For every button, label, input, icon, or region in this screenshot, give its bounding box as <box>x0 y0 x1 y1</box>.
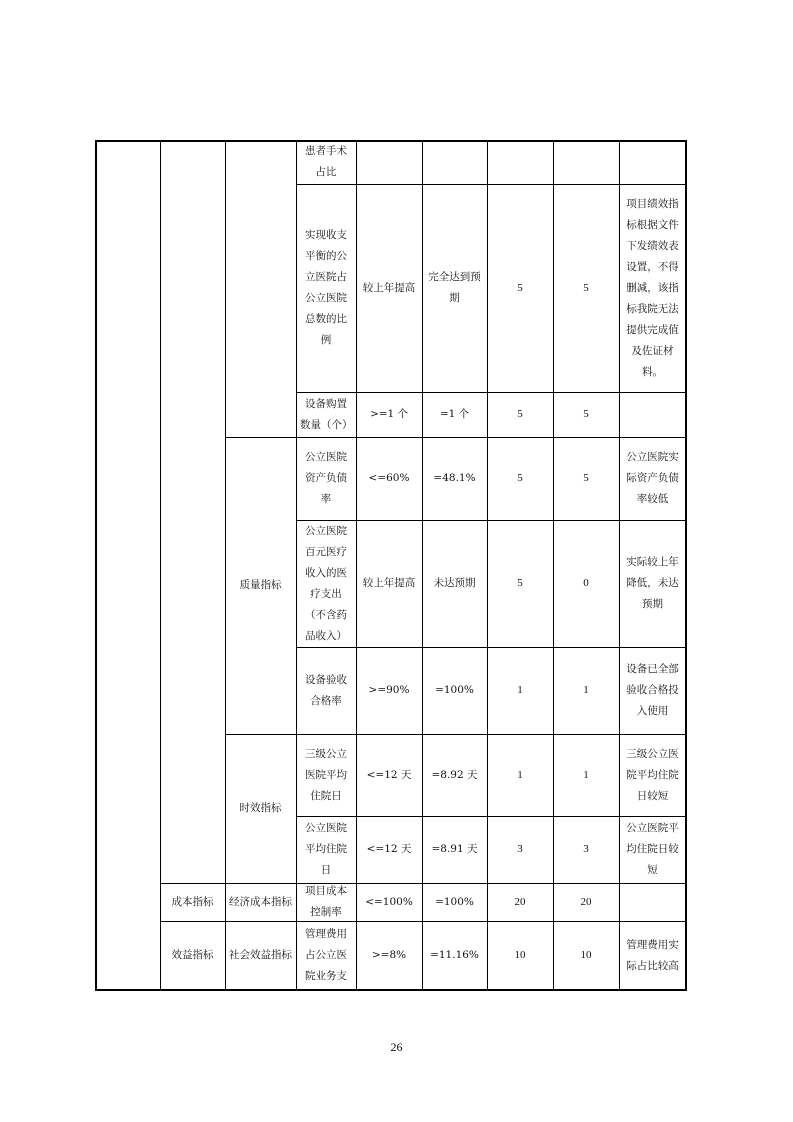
score-cell <box>553 520 619 647</box>
indicator-cell-text: 设备验收合格率 <box>305 673 347 707</box>
actual-cell <box>422 816 487 883</box>
target-cell <box>356 140 422 184</box>
target-cell-text: >=1 个 <box>369 408 409 420</box>
level2-economic-cost-label <box>225 883 296 921</box>
target-cell-text: <=100% <box>365 895 413 908</box>
note-cell-text: 公立医院平均住院日较短 <box>626 822 679 876</box>
indicator-cell <box>296 647 356 734</box>
target-cell <box>356 734 422 816</box>
level2-economic-cost-label-text: 经济成本指标 <box>229 895 292 908</box>
weight-cell-text: 5 <box>517 472 523 484</box>
level2-timeliness-label-text: 时效指标 <box>239 802 282 814</box>
indicator-cell <box>296 392 356 437</box>
target-cell-text: <=12 天 <box>366 768 412 781</box>
note-cell-text: 公立医院实际资产负债率较低 <box>626 451 679 505</box>
actual-cell <box>422 520 487 647</box>
weight-cell <box>487 437 553 520</box>
weight-cell <box>487 647 553 734</box>
level1-cost-label-text: 成本指标 <box>171 895 214 908</box>
weight-cell-text: 3 <box>517 843 523 855</box>
target-cell <box>356 883 422 921</box>
level2-quality-label <box>225 437 296 734</box>
note-cell <box>619 184 686 392</box>
target-cell-text: >=8% <box>371 949 407 961</box>
table-rule <box>95 140 97 991</box>
indicator-cell <box>296 520 356 647</box>
target-cell <box>356 816 422 883</box>
weight-cell-text: 20 <box>514 895 526 908</box>
level1-benefit-label-text: 效益指标 <box>171 949 214 961</box>
score-cell <box>553 647 619 734</box>
target-cell-text: <=12 天 <box>366 843 412 855</box>
indicator-cell-text: 公立医院百元医疗收入的医疗支出（不含药品收入） <box>305 524 347 642</box>
score-cell-text: 5 <box>583 281 589 294</box>
indicator-cell <box>296 140 356 184</box>
indicator-cell <box>296 921 356 990</box>
target-cell-text: 较上年提高 <box>362 281 416 294</box>
weight-cell-text: 10 <box>514 949 526 961</box>
target-cell-text: 较上年提高 <box>362 577 416 589</box>
score-cell-text: 1 <box>583 768 589 781</box>
level2-social-benefit-label-text: 社会效益指标 <box>229 949 292 961</box>
target-cell-text: <=60% <box>368 472 410 484</box>
actual-cell <box>422 734 487 816</box>
actual-cell-text: 完全达到预期 <box>428 271 481 304</box>
indicator-cell <box>296 816 356 883</box>
score-cell <box>553 184 619 392</box>
score-cell-text: 0 <box>583 577 589 589</box>
note-cell-text: 三级公立医院平均住院日较短 <box>626 747 679 802</box>
level2-social-benefit-label <box>225 921 296 990</box>
actual-cell <box>422 921 487 990</box>
note-cell <box>619 140 686 184</box>
score-cell <box>553 734 619 816</box>
score-cell-text: 5 <box>583 472 589 484</box>
note-cell <box>619 816 686 883</box>
note-cell-text: 项目绩效指标根据文件下发绩效表设置，不得删减，该指标我院无法提供完成值及佐证材料。 <box>626 197 679 378</box>
indicator-cell-text: 设备购置数量（个） <box>300 397 353 431</box>
actual-cell-text: =100% <box>435 895 474 908</box>
weight-cell <box>487 921 553 990</box>
indicator-cell-text: 三级公立医院平均住院日 <box>305 747 347 802</box>
score-cell <box>553 392 619 437</box>
target-cell <box>356 647 422 734</box>
actual-cell-text: =48.1% <box>433 472 476 484</box>
note-cell <box>619 520 686 647</box>
note-cell <box>619 883 686 921</box>
weight-cell-text: 1 <box>517 768 523 781</box>
table-rule <box>160 140 161 991</box>
actual-cell-text: =1 个 <box>439 408 470 420</box>
actual-cell-text: =8.92 天 <box>431 768 478 781</box>
note-cell <box>619 392 686 437</box>
score-cell <box>553 883 619 921</box>
weight-cell-text: 5 <box>517 281 523 294</box>
weight-cell <box>487 816 553 883</box>
weight-cell <box>487 734 553 816</box>
target-cell <box>356 392 422 437</box>
indicator-cell <box>296 734 356 816</box>
target-cell <box>356 184 422 392</box>
performance-indicator-table <box>95 140 686 990</box>
actual-cell <box>422 392 487 437</box>
score-cell <box>553 140 619 184</box>
note-cell-text: 管理费用实际占比较高 <box>626 938 679 972</box>
note-cell <box>619 437 686 520</box>
target-cell-text: >=90% <box>368 684 410 696</box>
target-cell <box>356 437 422 520</box>
indicator-cell <box>296 437 356 520</box>
weight-cell <box>487 140 553 184</box>
weight-cell <box>487 520 553 647</box>
weight-cell-text: 1 <box>517 684 523 696</box>
indicator-cell-text: 实现收支平衡的公立医院占公立医院总数的比例 <box>305 229 347 346</box>
weight-cell <box>487 392 553 437</box>
weight-cell <box>487 883 553 921</box>
target-cell <box>356 520 422 647</box>
level1-benefit-label <box>160 921 225 990</box>
level1-cost-label <box>160 883 225 921</box>
note-cell-text: 设备已全部验收合格投入使用 <box>626 663 679 717</box>
score-cell-text: 20 <box>580 895 592 908</box>
weight-cell-text: 5 <box>517 408 523 420</box>
actual-cell-text: 未达预期 <box>433 577 476 589</box>
note-cell-text: 实际较上年降低，未达预期 <box>626 556 679 610</box>
score-cell-text: 3 <box>583 843 589 855</box>
actual-cell <box>422 647 487 734</box>
note-cell <box>619 734 686 816</box>
actual-cell <box>422 140 487 184</box>
indicator-cell <box>296 883 356 921</box>
score-cell-text: 5 <box>583 408 589 420</box>
actual-cell-text: =8.91 天 <box>431 843 478 855</box>
actual-cell-text: =100% <box>435 684 474 696</box>
level2-quality-label-text: 质量指标 <box>239 579 282 591</box>
indicator-cell <box>296 184 356 392</box>
indicator-cell-text: 项目成本控制率 <box>305 885 347 918</box>
indicator-cell-text: 患者手术占比 <box>305 145 347 178</box>
indicator-cell-text: 管理费用占公立医院业务支 <box>305 928 347 982</box>
score-cell <box>553 921 619 990</box>
weight-cell-text: 5 <box>517 577 523 589</box>
score-cell-text: 1 <box>583 684 589 696</box>
score-cell <box>553 816 619 883</box>
level2-timeliness-label <box>225 734 296 883</box>
score-cell <box>553 437 619 520</box>
indicator-cell-text: 公立医院资产负债率 <box>305 451 347 505</box>
score-cell-text: 10 <box>580 949 592 961</box>
target-cell <box>356 921 422 990</box>
actual-cell <box>422 184 487 392</box>
page-number: 26 <box>390 1040 403 1054</box>
indicator-cell-text: 公立医院平均住院日 <box>305 822 347 876</box>
actual-cell-text: =11.16% <box>430 949 479 961</box>
weight-cell <box>487 184 553 392</box>
actual-cell <box>422 883 487 921</box>
actual-cell <box>422 437 487 520</box>
note-cell <box>619 921 686 990</box>
note-cell <box>619 647 686 734</box>
